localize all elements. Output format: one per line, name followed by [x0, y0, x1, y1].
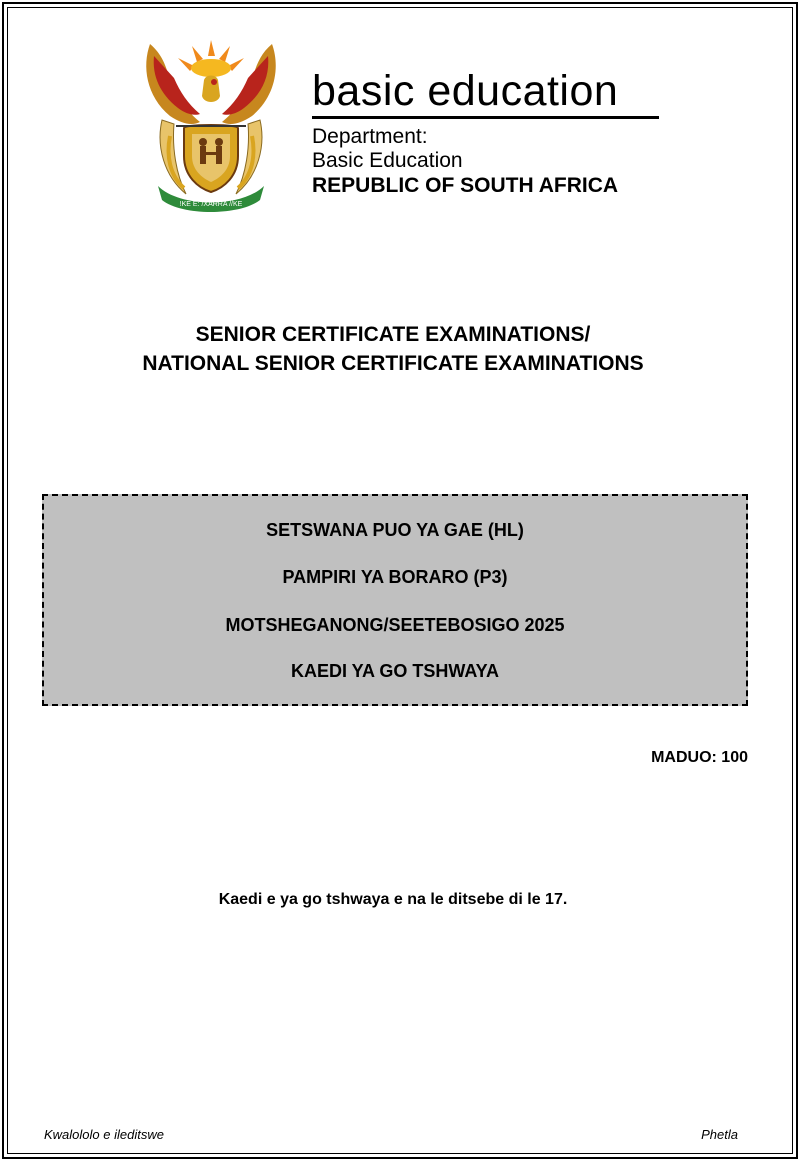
republic-name: REPUBLIC OF SOUTH AFRICA — [312, 174, 619, 197]
subject-info-box — [42, 494, 748, 706]
department-label: Department: — [312, 125, 428, 148]
document-type: KAEDI YA GO TSHWAYA — [290, 661, 500, 681]
turn-over-footer: Phetla — [701, 1127, 738, 1142]
department-branding — [312, 66, 662, 199]
total-marks: MADUO: 100 — [651, 749, 748, 766]
exam-title-line1: SENIOR CERTIFICATE EXAMINATIONS/ — [195, 323, 591, 346]
sun-icon — [178, 40, 244, 77]
exam-title-line2: NATIONAL SENIOR CERTIFICATE EXAMINATIONS — [142, 352, 644, 375]
page-count-note: Kaedi e ya go tshwaya e na le ditsebe di le 17. — [218, 891, 568, 908]
exam-title — [0, 320, 786, 378]
subject-name: SETSWANA PUO YA GAE (HL) — [266, 520, 524, 540]
brand-name: basic education — [312, 67, 619, 115]
exam-session: MOTSHEGANONG/SEETEBOSIGO 2025 — [225, 615, 565, 635]
copyright-footer: Kwalololo e ileditswe — [44, 1127, 164, 1142]
department-name: Basic Education — [312, 149, 463, 172]
paper-number: PAMPIRI YA BORARO (P3) — [282, 567, 508, 587]
crest-motto: !KE E: /XARRA //KE — [179, 201, 243, 208]
coat-of-arms-emblem — [140, 36, 282, 212]
brand-underline — [312, 116, 659, 119]
